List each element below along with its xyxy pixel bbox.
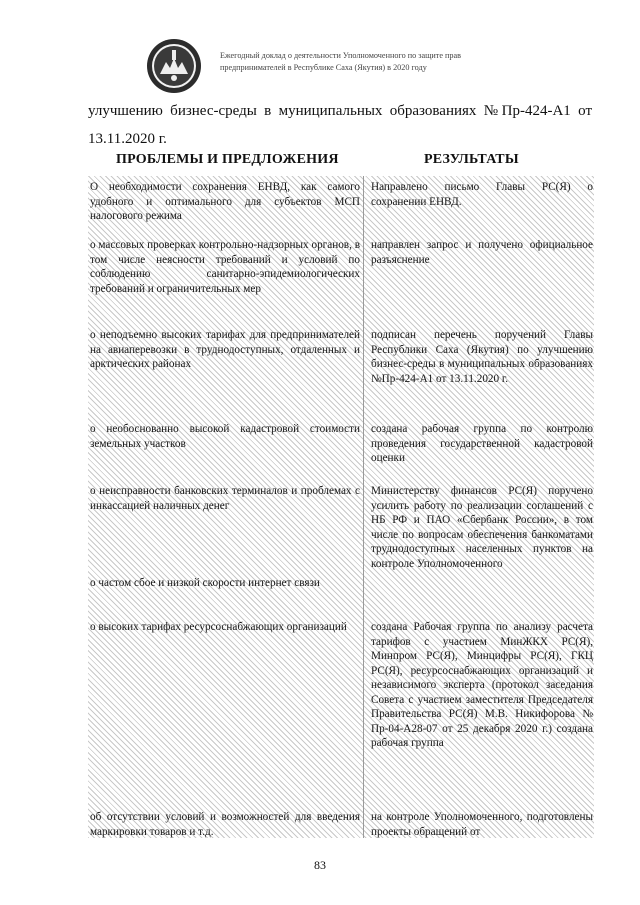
table-cell-result: создана Рабочая группа по анализу расчета тарифов с участием МинЖКХ РС(Я), Минпром РС(Я), Минцифры РС(Я), ГКЦ РС(Я), ресурсоснабжающих организаций и независимого эксперта (протокол заседания Совета с участием заместителя Председателя Правительства РС(Я) М.В. Никифорова № Пр-04-А28-07 от 25 декабря 2020 г.) создана рабочая группа bbox=[371, 621, 593, 749]
column-heading-results: РЕЗУЛЬТАТЫ bbox=[424, 152, 519, 167]
table-cell-problem: об отсутствии условий и возможностей для введения маркировки товаров и т.д. bbox=[90, 811, 360, 838]
problems-results-table bbox=[88, 176, 594, 838]
intro-line-2: 13.11.2020 г. bbox=[88, 131, 167, 147]
table-cell-problem: о массовых проверках контрольно-надзорных органов, в том числе неясности требований и условий по соблюдению санитарно-эпидемиологических требований и ограничительных мер bbox=[90, 239, 360, 295]
table-cell-problem: о неподъемно высоких тарифах для предпринимателей на авиаперевозки в труднодоступных, отдаленных и арктических районах bbox=[90, 329, 360, 370]
table-cell-problem: о неисправности банковских терминалов и проблемах с инкассацией наличных денег bbox=[90, 485, 360, 512]
intro-line-1: улучшению бизнес-среды в муниципальных образованиях №Пр-424-А1 от bbox=[88, 103, 592, 119]
report-title-line-1: Ежегодный доклад о деятельности Уполномоченного по защите прав bbox=[220, 51, 462, 60]
report-title-line-2: предпринимателей в Республике Саха (Якутия) в 2020 году bbox=[220, 63, 427, 72]
table-cell-result: Направлено письмо Главы РС(Я) о сохранении ЕНВД. bbox=[371, 181, 593, 208]
table-cell-result: направлен запрос и получено официальное разъяснение bbox=[371, 239, 593, 266]
table-cell-problem: о частом сбое и низкой скорости интернет связи bbox=[90, 577, 320, 589]
report-title bbox=[220, 50, 461, 74]
page-number: 83 bbox=[314, 858, 326, 872]
table-cell-problem: о необоснованно высокой кадастровой стоимости земельных участков bbox=[90, 423, 360, 450]
table-cell-result: создана рабочая группа по контролю проведения государственной кадастровой оценки bbox=[371, 423, 593, 464]
table-cell-result: Министерству финансов РС(Я) поручено усилить работу по реализации соглашений с НБ РФ и ПАО «Сбербанк России», в том числе по вопросам обеспечения банкоматами труднодоступных населенных пунктов на контроле Уполномоченного bbox=[371, 485, 593, 570]
table-cell-problem: О необходимости сохранения ЕНВД, как самого удобного и оптимального для субъектов МСП налогового режима bbox=[90, 181, 360, 222]
table-cell-result: на контроле Уполномоченного, подготовлены проекты обращений от bbox=[371, 811, 593, 838]
table-cell-problem: о высоких тарифах ресурсоснабжающих организаций bbox=[90, 621, 347, 633]
column-heading-problems: ПРОБЛЕМЫ И ПРЕДЛОЖЕНИЯ bbox=[116, 152, 339, 167]
table-cell-result: подписан перечень поручений Главы Республики Саха (Якутия) по улучшению бизнес-среды в муниципальных образованиях №Пр-424-А1 от 13.11.2020 г. bbox=[371, 329, 593, 385]
table-column-headings bbox=[88, 152, 592, 174]
page-header bbox=[146, 32, 566, 92]
yakutia-emblem-icon bbox=[146, 38, 202, 94]
